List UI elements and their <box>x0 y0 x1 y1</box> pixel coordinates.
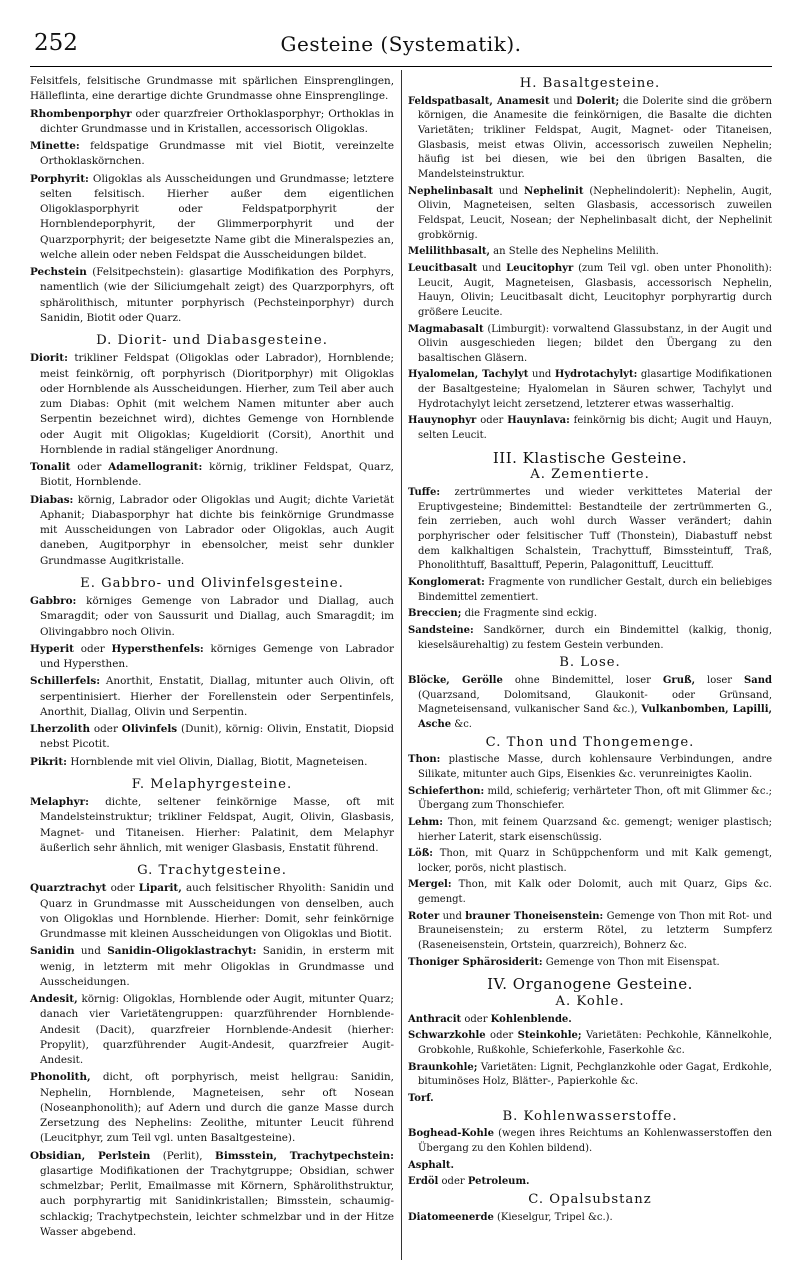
term: Nephelinbasalt <box>408 185 493 197</box>
entry-pechstein: Pechstein (Felsitpechstein): glasartige Modifikation des Porphyrs, namentlich (wie der Siliciumgehalt zeigt) des Quarzporphyrs, oft sphärolithisch, mitunter porphyrisch (Pechsteinporphyr) durch Sanidin, Biotit oder Quarz. <box>30 266 394 324</box>
term: Thon: <box>408 754 441 766</box>
term: Konglomerat: <box>408 577 485 588</box>
entry-sandsteine: Sandsteine: Sandkörner, durch ein Bindemittel (kalkig, thonig, kieselsäurehaltig) zu festem Gestein verbunden. <box>408 624 772 651</box>
term: Gruß, <box>662 674 696 686</box>
entry-quarztrachyt: Quarztrachyt oder Liparit, auch felsitischer Rhyolith: Sanidin und Quarz in Grundmasse mit Ausscheidungen von denselben, auch von Oligoklas und Hornblende. Hierher: Domit, sehr feinkörnige Grundmasse mit kleinen Ausscheidungen von Oligoklas und Biotit. <box>30 882 394 940</box>
term: Phonolith, <box>30 1071 91 1084</box>
entry-thon: Thon: plastische Masse, durch kohlensaure Verbindungen, andre Silikate, mitunter auch Gips, Eisenkies &c. verunreinigtes Kaolin. <box>408 754 772 780</box>
section-heading-c: C. Thon und Thongemenge. <box>485 734 695 750</box>
term: Thoniger Sphärosiderit: <box>408 956 543 968</box>
chapter-heading-iv: IV. Organogene Gesteine. <box>487 975 693 994</box>
entry-obsidian: Obsidian, Perlstein (Perlit), Bimsstein, Trachytpechstein: glasartige Modifikationen der Trachytgruppe; Obsidian, schwer schmelzbar; Perlit, Emailmasse mit Körnern, Sphärolithstruktur, auch porphyrartig mit Sanidinkristallen; Bimsstein, schaumig-schlackig; Trachytpechstein, leichter schmelzbar und in der Hitze Wasser abgebend. <box>30 1149 394 1238</box>
entry-nephelinbasalt: Nephelinbasalt und Nephelinit (Nephelindolerit): Nephelin, Augit, Olivin, Magneteisen, selten Glasbasis, accessorisch zuweilen Feldspat, Leucit, Nosean; der Nephelinbasalt dicht, der Nephelinit grobkörnig. <box>408 185 772 241</box>
term: Pikrit: <box>30 755 68 768</box>
section-heading-a: A. Zementierte. <box>530 467 650 483</box>
entry-thoneisenstein: Roter und brauner Thoneisenstein: Gemenge von Thon mit Rot- und Brauneisenstein; zu ersterm Rötel, zu letzterm Sumpferz (Raseneisenstein, Ortstein, quarzreich), Bohnerz &c. <box>408 910 773 952</box>
section-heading-f: F. Melaphyrgesteine. <box>131 776 293 792</box>
entry-diorit: Diorit: trikliner Feldspat (Oligoklas oder Labrador), Hornblende; meist feinkörnig, oft porphyrisch (Dioritporphyr) mit Oligoklas oder Hornblende als Ausscheidungen. Hierher, zum Teil aber auch zum Diabas: Ophit (mit welchem Namen mitunter aber auch Serpentin bezeichnet wird), dichtes Gemenge von Hornblende oder Augit mit Oligoklas; Kugeldiorit (Corsit), Anorthit und Hornblende in radial stängeliger Anordnung. <box>30 352 394 456</box>
section-heading-d: D. Diorit- und Diabasgesteine. <box>96 333 328 348</box>
term: Diorit: <box>30 352 68 365</box>
term: Adamellogranit: <box>108 461 203 473</box>
term: Pechstein <box>30 266 87 278</box>
term: Hypersthenfels: <box>111 642 204 655</box>
term: Boghead-Kohle <box>408 1128 494 1140</box>
entry-leucitbasalt: Leucitbasalt und Leucitophyr (zum Teil vgl. oben unter Phonolith): Leucit, Augit, Magneteisen, Glasbasis, accessorisch Nephelin, Hauyn, Olivin; Leucitbasalt dicht, Leucitophyr porphyrartig durch größere Leucite. <box>408 262 772 318</box>
term: Hyalomelan, Tachylyt <box>408 369 529 381</box>
term: Roter <box>408 910 440 922</box>
term: Vulkanbomben, Lapilli, Asche <box>418 704 772 730</box>
term: Schillerfels: <box>30 675 101 688</box>
entry-magmabasalt: Magmabasalt (Limburgit): vorwaltend Glassubstanz, in der Augit und Olivin ausgeschieden liegen; bildet den Übergang zu den basaltischen Gläsern. <box>408 323 772 364</box>
page-number: 252 <box>34 30 78 56</box>
term: Leucitophyr <box>506 262 574 274</box>
entry-phonolith: Phonolith, dicht, oft porphyrisch, meist hellgrau: Sanidin, Nephelin, Hornblende, Magneteisen, sehr oft Nosean (Noseanphonolith); auf Adern und durch die ganze Masse durch Zersetzung des Nephelins: Zeolithe, mitunter Leucit führend (Leucitphyr, zum Teil vgl. unten Basaltgesteine). <box>30 1071 394 1145</box>
entry-porphyrit: Porphyrit: Oligoklas als Ausscheidungen und Grundmasse; letztere selten felsitisch. Hierher außer dem eigentlichen Oligoklasporphyrit oder Feldspatporphyrit der Hornblendeporphyrit, der Glimmerporphyrit und der Quarzporphyrit; der beigesetzte Name gibt die Mineralspezies an, welche allein oder neben Feldspat die Ausscheidungen bildet. <box>30 172 394 261</box>
left-column <box>30 74 394 1242</box>
term: Obsidian, Perlstein <box>30 1149 151 1162</box>
term: Magmabasalt <box>408 323 484 335</box>
chapter-heading-iii: III. Klastische Gesteine. <box>492 448 688 467</box>
entry-diatomeenerde: Diatomeenerde (Kieselgur, Tripel &c.). <box>408 1211 613 1223</box>
running-title: Gesteine (Systematik). <box>280 32 522 56</box>
term: Olivinfels <box>121 723 178 735</box>
term: Mergel: <box>408 879 452 891</box>
entry-breccien: Breccien; die Fragmente sind eckig. <box>408 608 598 620</box>
term: Sandsteine: <box>408 624 474 636</box>
term: Melilithbasalt, <box>408 246 490 258</box>
entry-melaphyr: Melaphyr: dichte, seltener feinkörnige Masse, oft mit Mandelsteinstruktur; trikliner Feldspat, Augit, Olivin, Glasbasis, Magnet- und Titaneisen. Hierher: Palatinit, dem Melaphyr äußerlich sehr ähnlich, mit weniger Glasbasis, Enstatit führend. <box>30 796 394 854</box>
section-heading-kohle: A. Kohle. <box>555 994 625 1010</box>
term: Löß: <box>408 848 433 860</box>
entry-boghead: Boghead-Kohle (wegen ihres Reichtums an Kohlenwasserstoffen den Übergang zu den Kohlen bildend). <box>408 1128 772 1154</box>
entry-schwarzkohle: Schwarzkohle oder Steinkohle; Varietäten: Pechkohle, Kännelkohle, Grobkohle, Rußkohle, Schieferkohle, Faserkohle &c. <box>408 1030 772 1057</box>
section-heading-opal: C. Opalsubstanz <box>528 1191 652 1207</box>
entry-feldspatbasalt: Feldspatbasalt, Anamesit und Dolerit; die Dolerite sind die gröbern körnigen, die Anamesite die feinkörnigen, die Basalte die dichten Varietäten; trikliner Feldspat, Augit, Magnet- oder Titaneisen, Glasbasis, meist etwas Olivin, accessorisch zuweilen Nephelin; häufig ist bei diesen, wie bei den übrigen Basalten, die Mandelsteinstruktur. <box>408 95 773 180</box>
term: Minette: <box>30 140 80 152</box>
term: Leucitbasalt <box>408 262 478 274</box>
term: Feldspatbasalt, Anamesit <box>408 95 550 107</box>
term: Blöcke, Gerölle <box>408 674 503 686</box>
term: brauner Thoneisenstein: <box>465 910 604 922</box>
entry-bloecke: Blöcke, Gerölle ohne Bindemittel, loser Gruß, loser Sand (Quarzsand, Dolomitsand, Glaukonit- oder Grünsand, Magneteisensand, vulkanischer Sand &c.), Vulkanbomben, Lapilli, Asche &c. <box>408 674 772 730</box>
term: Diatomeenerde <box>408 1211 494 1223</box>
right-column <box>408 74 772 1227</box>
entry-rhombenporphyr: Rhombenporphyr oder quarzfreier Orthoklasporphyr; Orthoklas in dichter Grundmasse und in Kristallen, accessorisch Oligoklas. <box>30 107 394 135</box>
term: Tuffe: <box>408 487 441 499</box>
term: Hyperit <box>30 642 74 655</box>
term: Hauynlava: <box>507 415 570 427</box>
entry-lehm: Lehm: Thon, mit feinem Quarzsand &c. gemengt; weniger plastisch; hierher Laterit, stark eisenschüssig. <box>408 816 772 843</box>
term: Bimsstein, Trachytpechstein: <box>215 1149 394 1162</box>
term: Schwarzkohle <box>408 1030 486 1042</box>
entry-tuffe: Tuffe: zertrümmertes und wieder verkittetes Material der Eruptivgesteine; Bindemittel: Bestandteile der zertrümmerten G., fein zerrieben, auch wohl durch Wasser verändert; dahin porphyrischer oder felsitischer Tuff (Thonstein), Diabastuff nebst dem kalkhaltigen Schalstein, Trachyttuff, Bimssteintuff, Traß, Phonolithtuff, Basalttuff, Peperin, Palagonittuff, Leucittuff. <box>408 487 772 572</box>
term: Hauynophyr <box>408 415 477 427</box>
term: Steinkohle; <box>517 1030 582 1042</box>
term: Dolerit; <box>576 95 620 107</box>
entry-loess: Löß: Thon, mit Quarz in Schüppchenform und mit Kalk gemengt, locker, porös, nicht plastisch. <box>408 848 772 874</box>
term: Asphalt. <box>408 1159 455 1171</box>
term: Liparit, <box>138 882 182 895</box>
term: Kohlenblende. <box>490 1013 572 1025</box>
entry-minette: Minette: feldspatige Grundmasse mit viel Biotit, vereinzelte Orthoklaskörnchen. <box>30 140 394 168</box>
entry-hyperit: Hyperit oder Hypersthenfels: körniges Gemenge von Labrador und Hypersthen. <box>30 642 394 670</box>
term: Lehm: <box>408 816 443 828</box>
entry-torf <box>408 1092 772 1107</box>
term: Andesit, <box>30 993 78 1005</box>
entry-hauynophyr: Hauynophyr oder Hauynlava: feinkörnig bis dicht; Augit und Hauyn, selten Leucit. <box>408 415 772 442</box>
entry-braunkohle: Braunkohle; Varietäten: Lignit, Pechglanzkohle oder Gagat, Erdkohle, bituminöses Holz, Blätter-, Papierkohle &c. <box>408 1061 772 1088</box>
entry-schillerfels: Schillerfels: Anorthit, Enstatit, Diallag, mitunter auch Olivin, oft serpentinisiert. Hierher der Forellenstein oder Serpentinfels, Anorthit, Diallag, Olivin und Serpentin. <box>30 675 394 718</box>
section-heading-b: B. Lose. <box>559 655 621 671</box>
term: Rhombenporphyr <box>30 107 132 120</box>
column-divider <box>401 70 402 1260</box>
entry-asphalt <box>408 1159 772 1174</box>
term: Nephelinit <box>524 185 584 197</box>
term: Sand <box>744 674 772 686</box>
term: Braunkohle; <box>408 1061 478 1073</box>
entry-pikrit: Pikrit: Hornblende mit viel Olivin, Diallag, Biotit, Magneteisen. <box>30 755 368 768</box>
entry-anthracit: Anthracit oder Kohlenblende. <box>408 1013 572 1025</box>
entry-sphaerosiderit: Thoniger Sphärosiderit: Gemenge von Thon mit Eisenspat. <box>408 956 720 968</box>
term: Sanidin <box>30 945 75 958</box>
term: Melaphyr: <box>30 796 89 808</box>
paragraph: Felsitfels, felsitische Grundmasse mit spärlichen Einsprenglingen, Hälleflinta, eine derartige dichte Grundmasse ohne Einsprenglinge. <box>30 75 394 103</box>
section-heading-g: G. Trachytgesteine. <box>137 863 287 878</box>
entry-schieferthon: Schieferthon: mild, schieferig; verhärteter Thon, oft mit Glimmer &c.; Übergang zum Thonschiefer. <box>408 785 772 812</box>
header-rule <box>30 66 772 67</box>
term: Petroleum. <box>467 1176 530 1188</box>
term: Gabbro: <box>30 595 77 607</box>
entry-erdoel: Erdöl oder Petroleum. <box>408 1176 530 1188</box>
term: Sanidin-Oligoklastrachyt: <box>107 945 257 958</box>
section-heading-h: H. Basaltgesteine. <box>519 76 661 91</box>
section-heading-kohlenwasserstoffe: B. Kohlenwasserstoffe. <box>502 1108 678 1124</box>
entry-tonalit: Tonalit oder Adamellogranit: körnig, trikliner Feldspat, Quarz, Biotit, Hornblende. <box>30 461 394 489</box>
term: Porphyrit: <box>30 172 89 185</box>
entry-mergel: Mergel: Thon, mit Kalk oder Dolomit, auch mit Quarz, Gips &c. gemengt. <box>408 879 772 906</box>
term: Quarztrachyt <box>30 882 107 895</box>
term: Tonalit <box>30 461 71 473</box>
term: Diabas: <box>30 493 74 506</box>
entry-hyalomelan: Hyalomelan, Tachylyt und Hydrotachylyt: glasartige Modifikationen der Basaltgesteine; Hyalomelan in Säuren schwer, Tachylyt und Hydrotachylyt leicht zersetzend, letzterer etwas wasserhaltig. <box>408 369 773 410</box>
term: Erdöl <box>408 1176 439 1188</box>
term: Lherzolith <box>30 723 91 735</box>
term: Torf. <box>408 1093 434 1104</box>
term: Breccien; <box>408 608 462 620</box>
entry-melilithbasalt: Melilithbasalt, an Stelle des Nephelins Melilith. <box>408 246 659 258</box>
term: Anthracit <box>408 1013 462 1025</box>
entry-diabas: Diabas: körnig, Labrador oder Oligoklas und Augit; dichte Varietät Aphanit; Diabasporphyr hat dichte bis feinkörnige Grundmasse mit Ausscheidungen von Labrador oder Oligoklas, auch Augit daneben, Augitporphyr in ebensolcher, meist sehr dunkler Grundmasse Augitkristalle. <box>30 493 394 567</box>
entry-gabbro: Gabbro: körniges Gemenge von Labrador und Diallag, auch Smaragdit; oder von Saussurit und Diallag, auch Smaragdit; im Olivingabbro noch Olivin. <box>30 595 394 638</box>
entry-sanidin: Sanidin und Sanidin-Oligoklastrachyt: Sanidin, in ersterm mit wenig, in letzterm mit mehr Oligoklas in Grundmasse und Ausscheidungen. <box>30 945 394 988</box>
entry-andesit: Andesit, körnig: Oligoklas, Hornblende oder Augit, mitunter Quarz; danach vier Varietätengruppen: quarzführender Hornblende-Andesit (Dacit), quarzfreier Hornblende-Andesit (hierher: Propylit), quarzführender Augit-Andesit, quarzfreier Augit-Andesit. <box>30 993 394 1066</box>
entry-konglomerat: Konglomerat: Fragmente von rundlicher Gestalt, durch ein beliebiges Bindemittel zementiert. <box>408 577 772 603</box>
page-header <box>30 14 772 62</box>
term: Hydrotachylyt: <box>554 369 638 381</box>
section-heading-e: E. Gabbro- und Olivinfelsgesteine. <box>80 575 344 591</box>
entry-lherzolith: Lherzolith oder Olivinfels (Dunit), körnig: Olivin, Enstatit, Diopsid nebst Picotit. <box>30 723 394 751</box>
term: Schieferthon: <box>408 785 485 797</box>
